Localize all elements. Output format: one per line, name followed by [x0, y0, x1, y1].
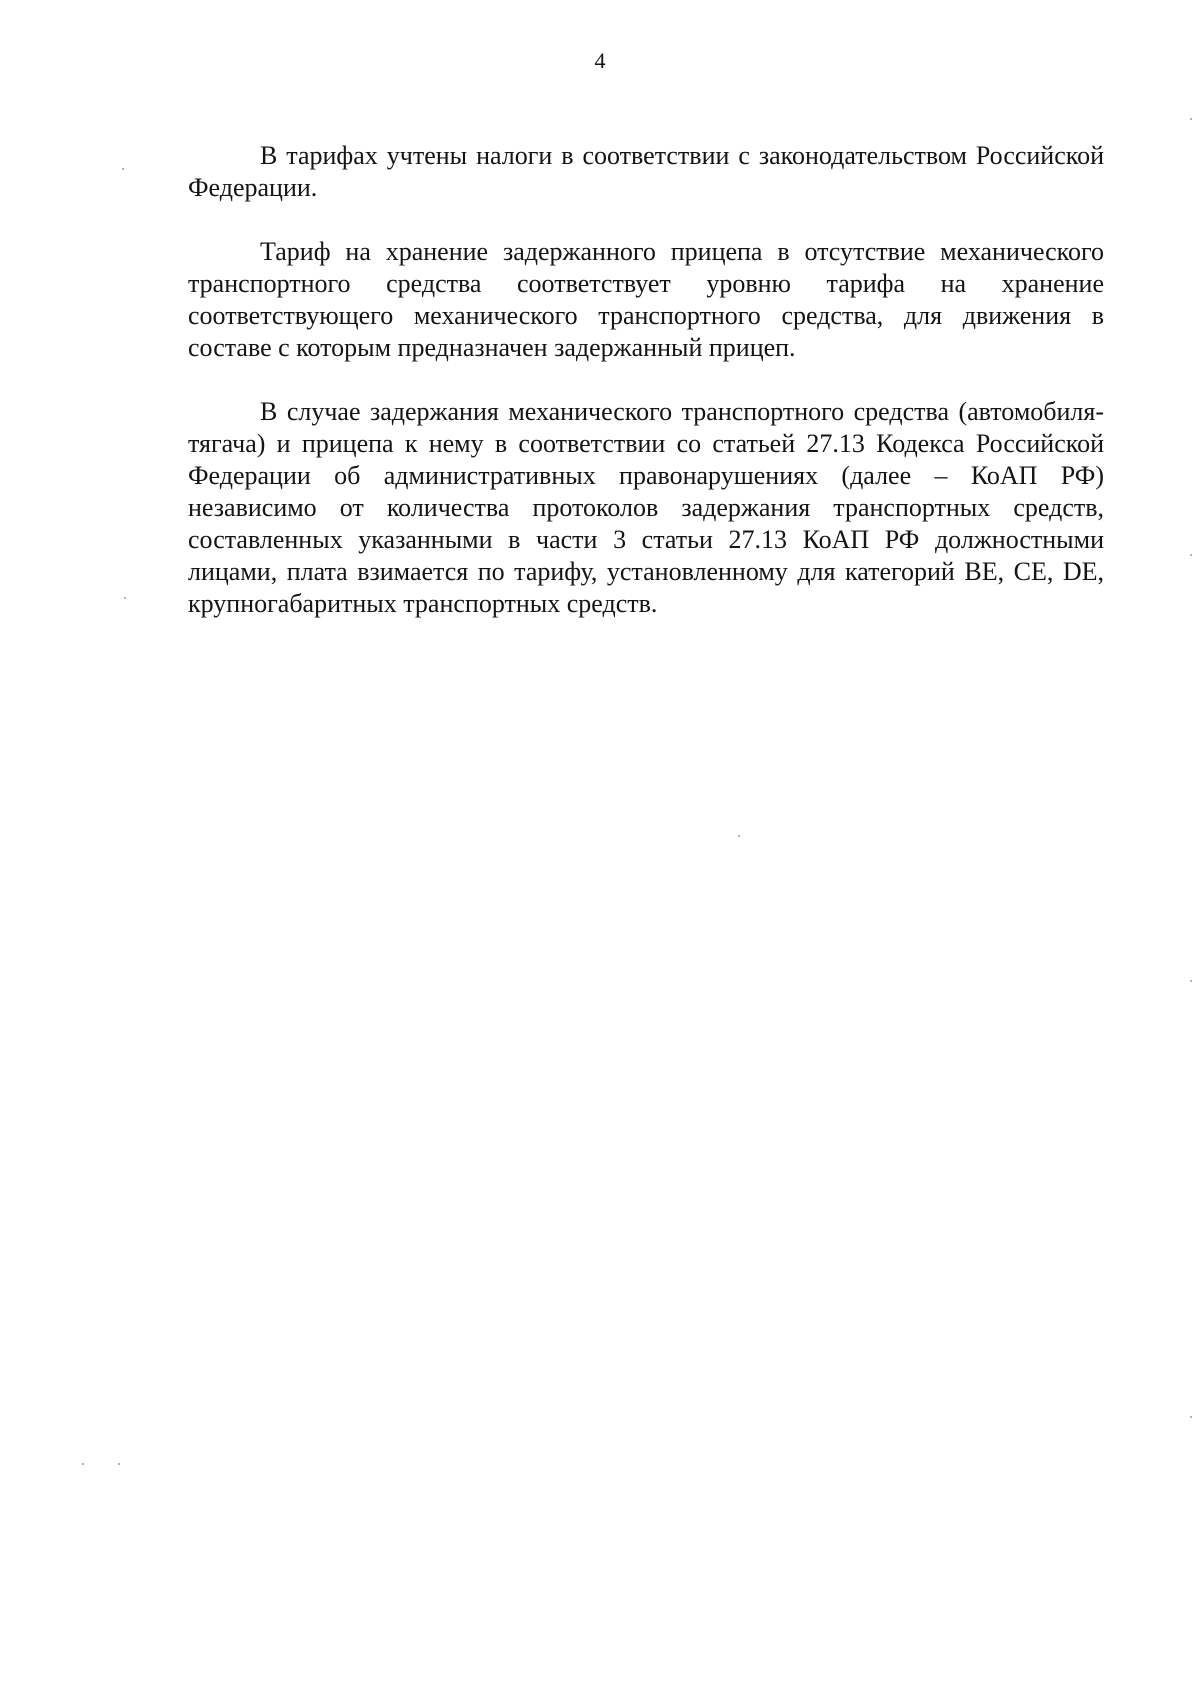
document-body — [188, 140, 1104, 652]
scan-speck — [124, 597, 126, 599]
paragraph-trailer-storage-tariff: Тариф на хранение задержанного прицепа в отсутствие механического транспортного средства соответствует уровню тарифа на хранение соответствующего механического транспортного средства, для движения в составе с которым предназначен задержанный прицеп. — [188, 237, 1104, 362]
scan-speck — [118, 1463, 120, 1465]
paragraph-tractor-trailer-detention: В случае задержания механического транспортного средства (автомобиля-тягача) и прицепа к нему в соответствии со статьей 27.13 Кодекса Российской Федерации об административных правонарушениях (далее – КоАП РФ) независимо от количества протоколов задержания транспортных средств, составленных указанными в части 3 статьи 27.13 КоАП РФ должностными лицами, плата взимается по тарифу, установленному для категорий BE, CE, DE, крупногабаритных транспортных средств. — [188, 397, 1104, 618]
scan-speck — [1190, 554, 1192, 556]
scan-speck — [738, 835, 740, 837]
scan-speck — [1190, 1416, 1192, 1418]
scan-speck — [82, 1463, 84, 1465]
scan-speck — [122, 168, 124, 170]
scan-speck — [1190, 118, 1192, 120]
paragraph-taxes: В тарифах учтены налоги в соответствии с законодательством Российской Федерации. — [188, 141, 1104, 202]
scan-speck — [1190, 980, 1192, 982]
page-number: 4 — [594, 48, 606, 73]
